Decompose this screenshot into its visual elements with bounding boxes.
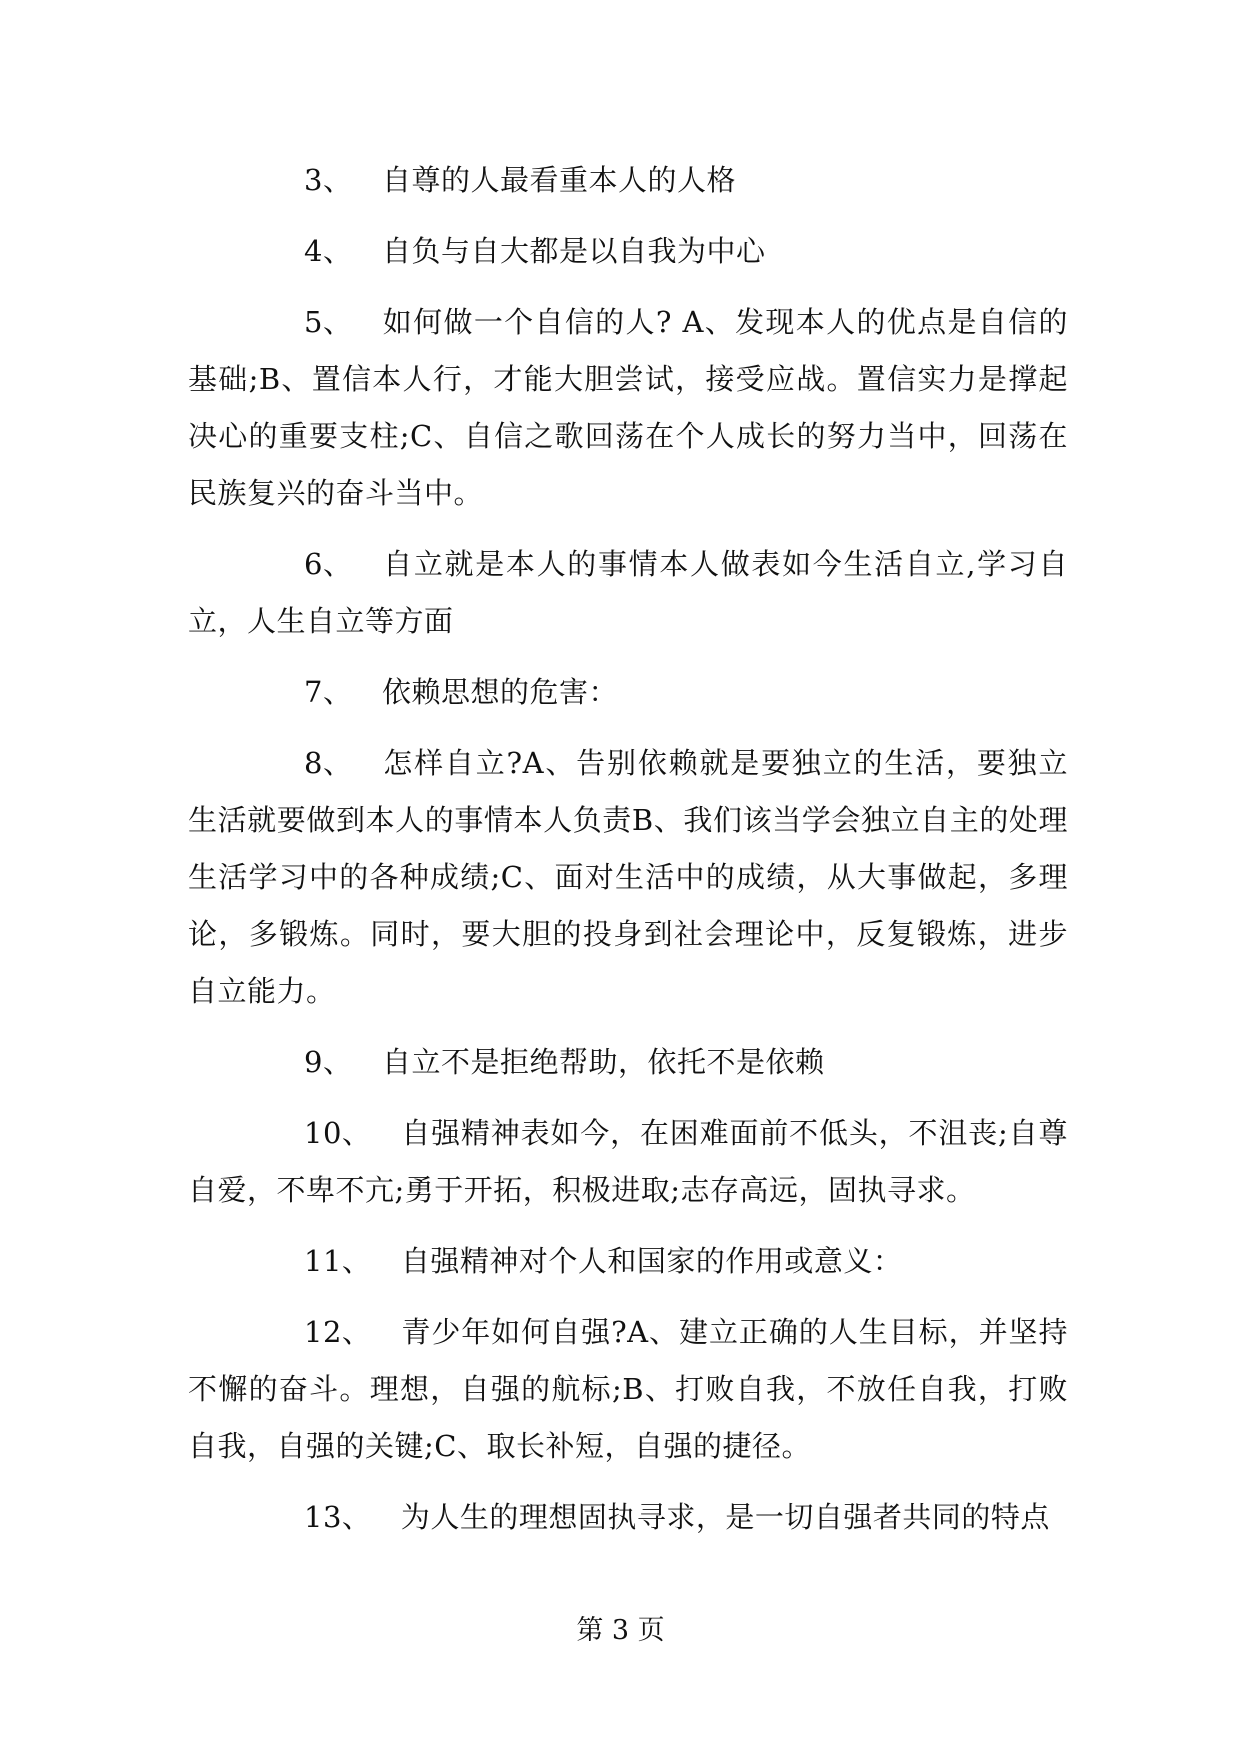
item-text: 自尊的人最看重本人的人格 [381,163,736,197]
item-text: 如何做一个自信的人? A、发现本人的优点是自信的基础;B、置信本人行，才能大胆尝试，接受应战。置信实力是撑起决心的重要支柱;C、自信之歌回荡在个人成长的努力当中，回荡在民族复兴的奋斗当中。 [188,305,1068,510]
page-number: 第 3 页 [576,1615,665,1646]
list-item [188,1233,1068,1290]
item-number: 10、 [304,1116,372,1150]
item-text: 自立不是拒绝帮助，依托不是依赖 [381,1045,825,1079]
item-text: 自强精神对个人和国家的作用或意义： [400,1244,903,1278]
list-item [188,152,1068,209]
list-item [188,1105,1068,1219]
item-number: 8、 [304,746,353,780]
document-body [188,152,1068,1560]
item-number: 6、 [304,547,353,581]
list-item [188,1489,1068,1546]
item-number: 9、 [304,1045,353,1079]
item-number: 7、 [304,675,353,709]
list-item [188,536,1068,650]
item-number: 3、 [304,163,353,197]
item-text: 自强精神表如今，在困难面前不低头，不沮丧;自尊自爱，不卑不亢;勇于开拓，积极进取;志存高远，固执寻求。 [188,1116,1068,1207]
list-item [188,223,1068,280]
item-text: 自立就是本人的事情本人做表如今生活自立,学习自立，人生自立等方面 [188,547,1068,638]
item-text: 青少年如何自强?A、建立正确的人生目标，并坚持不懈的奋斗。理想，自强的航标;B、打败自我，不放任自我，打败自我，自强的关键;C、取长补短，自强的捷径。 [188,1315,1068,1463]
item-number: 13、 [304,1500,372,1534]
item-number: 5、 [304,305,353,339]
item-number: 12、 [304,1315,372,1349]
list-item [188,1034,1068,1091]
list-item [188,294,1068,522]
item-text: 自负与自大都是以自我为中心 [381,234,766,268]
item-text: 依赖思想的危害： [381,675,618,709]
item-text: 怎样自立?A、告别依赖就是要独立的生活，要独立生活就要做到本人的事情本人负责B、我们该当学会独立自主的处理生活学习中的各种成绩;C、面对生活中的成绩，从大事做起，多理论，多锻炼。同时，要大胆的投身到社会理论中，反复锻炼，进步自立能力。 [188,746,1068,1008]
list-item [188,664,1068,721]
list-item [188,735,1068,1020]
item-number: 4、 [304,234,353,268]
item-text: 为人生的理想固执寻求，是一切自强者共同的特点 [400,1500,1050,1534]
list-item [188,1304,1068,1475]
item-number: 11、 [304,1244,372,1278]
